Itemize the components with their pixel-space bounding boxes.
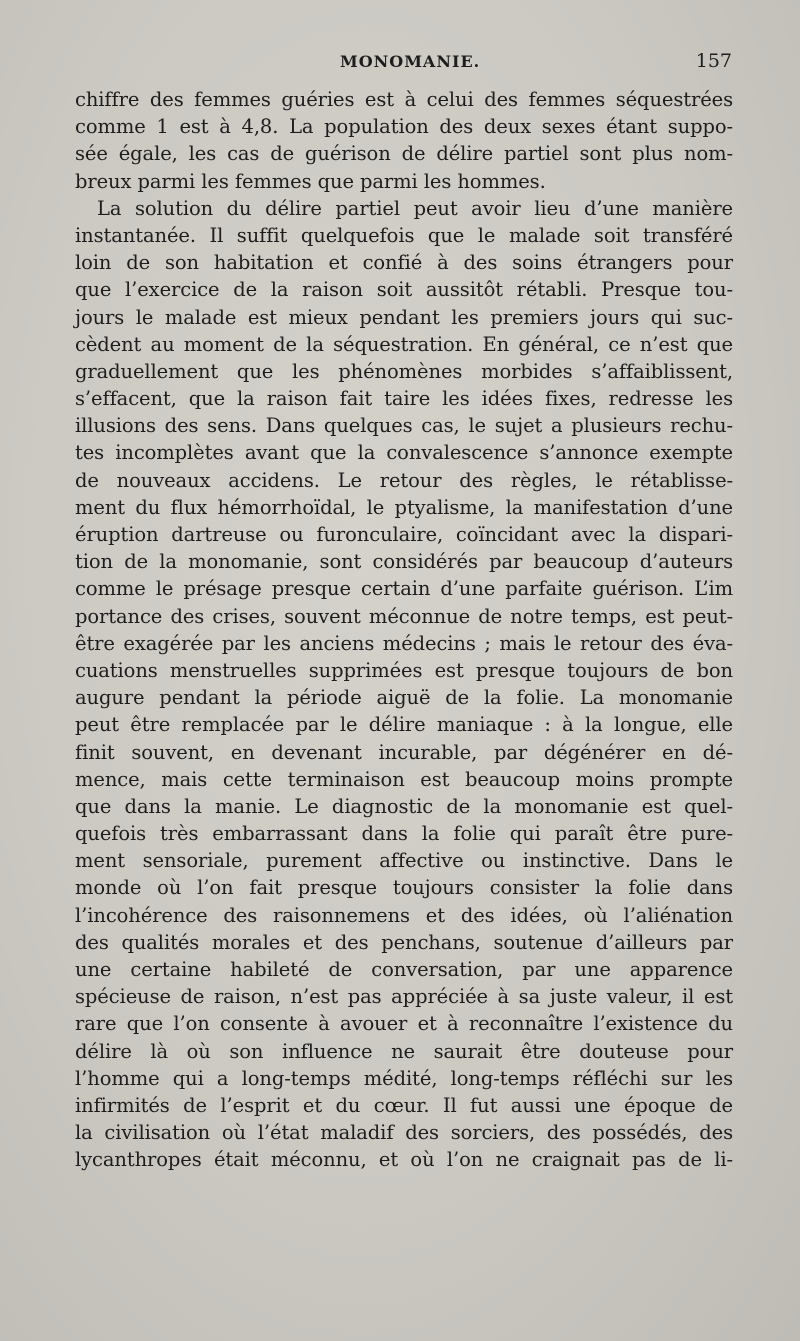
text-line: chiffre des femmes guéries est à celui des femmes séquestrées: [75, 88, 733, 111]
text-line: portance des crises, souvent méconnue de notre temps, est peut-: [75, 604, 733, 628]
running-head: MONOMANIE.: [340, 52, 481, 71]
text-line: de nouveaux accidens. Le retour des règles, le rétablisse-: [75, 468, 733, 492]
text-line: instantanée. Il suffit quelquefois que le malade soit transféré: [75, 223, 733, 247]
text-line: sée égale, les cas de guérison de délire partiel sont plus nom-: [75, 142, 733, 166]
text-line: infirmités de l’esprit et du cœur. Il fut aussi une époque de: [75, 1093, 733, 1117]
text-line: finit souvent, en devenant incurable, par dégénérer en dé-: [75, 740, 733, 764]
text-line: comme 1 est à 4,8. La population des deux sexes étant suppo-: [75, 115, 733, 139]
text-line: tion de la monomanie, sont considérés par beaucoup d’auteurs: [75, 550, 733, 574]
text-line: quefois très embarrassant dans la folie qui paraît être pure-: [75, 822, 733, 846]
text-line: breux parmi les femmes que parmi les hommes.: [75, 169, 546, 193]
text-line: comme le présage presque certain d’une parfaite guérison. L’im: [75, 577, 733, 601]
text-line: loin de son habitation et confié à des soins étrangers pour: [75, 251, 733, 275]
text-line: que dans la manie. Le diagnostic de la monomanie est quel-: [75, 794, 733, 818]
text-line: illusions des sens. Dans quelques cas, le sujet a plusieurs rechu-: [75, 414, 733, 438]
text-line: augure pendant la période aiguë de la folie. La monomanie: [75, 686, 733, 710]
text-line: tes incomplètes avant que la convalescence s’annonce exempte: [75, 441, 733, 465]
text-line: être exagérée par les anciens médecins ; mais le retour des éva-: [75, 631, 733, 655]
body-text: [75, 86, 733, 1174]
text-line: La solution du délire partiel peut avoir lieu d’une manière: [97, 196, 733, 220]
text-line: cèdent au moment de la séquestration. En général, ce n’est que: [75, 332, 733, 356]
text-line: monde où l’on fait presque toujours consister la folie dans: [75, 876, 733, 900]
text-line: l’incohérence des raisonnemens et des idées, où l’aliénation: [75, 903, 733, 927]
text-line: la civilisation où l’état maladif des sorciers, des possédés, des: [75, 1121, 733, 1145]
text-line: l’homme qui a long-temps médité, long-temps réfléchi sur les: [75, 1066, 733, 1090]
text-line: délire là où son influence ne saurait être douteuse pour: [75, 1039, 733, 1063]
text-line: que l’exercice de la raison soit aussitôt rétabli. Presque tou-: [75, 278, 733, 302]
text-line: lycanthropes était méconnu, et où l’on ne craignait pas de li-: [75, 1148, 733, 1172]
text-line: une certaine habileté de conversation, par une apparence: [75, 958, 733, 981]
text-line: cuations menstruelles supprimées est presque toujours de bon: [75, 658, 733, 682]
text-line: spécieuse de raison, n’est pas appréciée à sa juste valeur, il est: [75, 985, 733, 1009]
text-line: ment du flux hémorrhoïdal, le ptyalisme, la manifestation d’une: [75, 495, 733, 519]
text-line: éruption dartreuse ou furonculaire, coïncidant avec la dispari-: [75, 523, 733, 546]
text-line: jours le malade est mieux pendant les premiers jours qui suc-: [75, 305, 733, 329]
text-line: mence, mais cette terminaison est beaucoup moins prompte: [75, 767, 733, 791]
page-number: 157: [695, 50, 732, 72]
text-line: ment sensoriale, purement affective ou instinctive. Dans le: [75, 849, 733, 873]
text-line: peut être remplacée par le délire maniaque : à la longue, elle: [75, 713, 733, 737]
text-line: des qualités morales et des penchans, soutenue d’ailleurs par: [75, 930, 733, 954]
text-line: graduellement que les phénomènes morbides s’affaiblissent,: [75, 359, 733, 383]
page-header: [78, 50, 732, 76]
text-line: rare que l’on consente à avouer et à reconnaître l’existence du: [75, 1012, 733, 1036]
text-line: s’effacent, que la raison fait taire les idées fixes, redresse les: [75, 387, 733, 411]
